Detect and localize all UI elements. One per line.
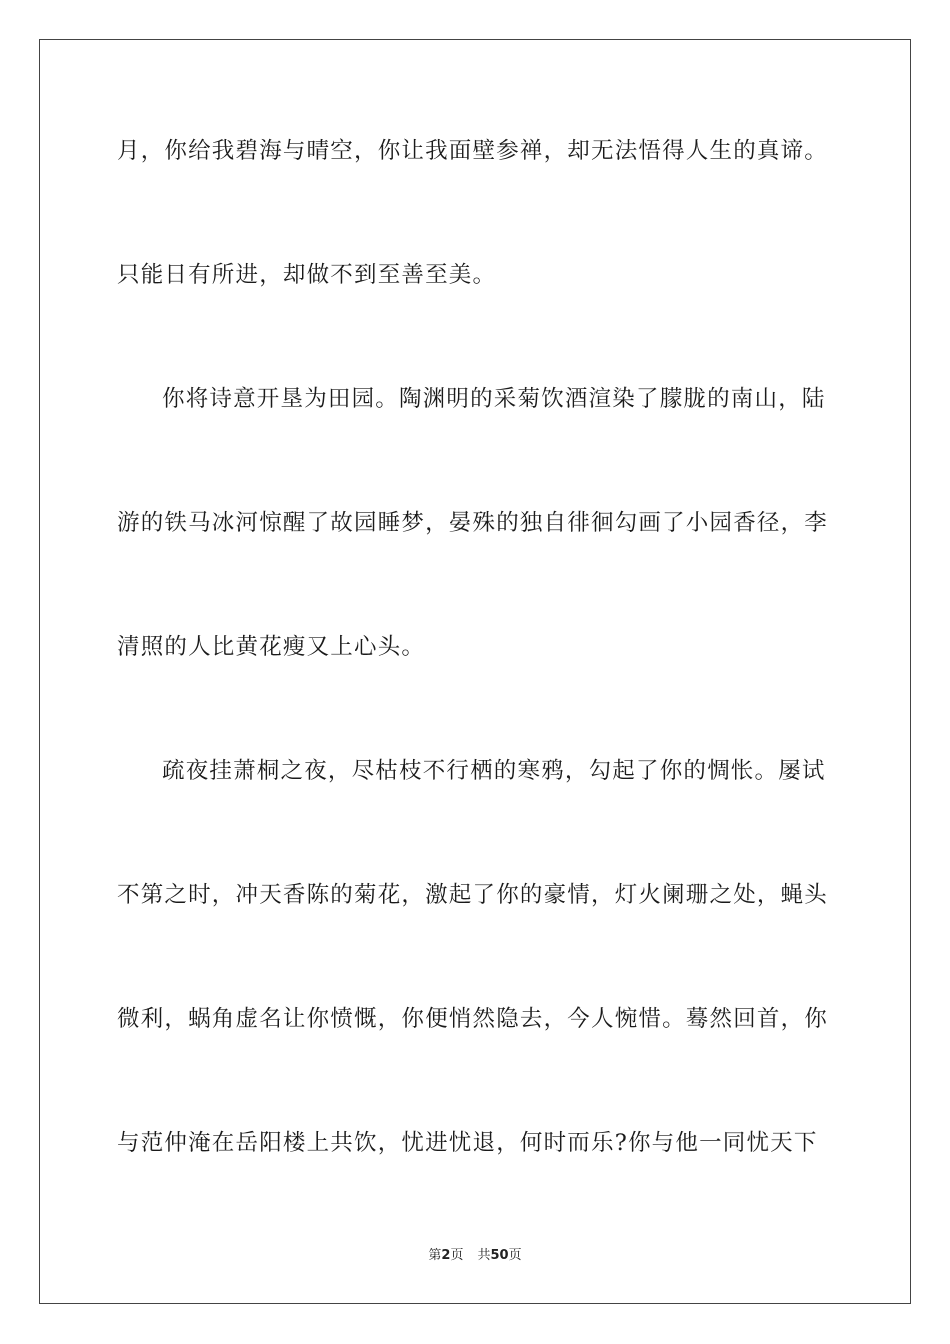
text-line-7: 不第之时，冲天香陈的菊花，激起了你的豪情，灯火阑珊之处，蝇头	[117, 882, 829, 908]
text-line-1: 月，你给我碧海与晴空，你让我面壁参禅，却无法悟得人生的真谛。	[117, 138, 829, 164]
text-line-5: 清照的人比黄花瘦又上心头。	[117, 634, 426, 660]
footer-page-prefix: 第	[428, 1248, 442, 1263]
text-line-3: 你将诗意开垦为田园。陶渊明的采菊饮酒渲染了朦胧的南山，陆	[162, 386, 826, 412]
page-border	[39, 39, 911, 1304]
page-footer	[0, 1247, 950, 1265]
footer-total-suffix: 页	[508, 1248, 522, 1263]
text-line-9: 与范仲淹在岳阳楼上共饮，忧进忧退，何时而乐?你与他一同忧天下	[117, 1130, 818, 1156]
text-line-2: 只能日有所进，却做不到至善至美。	[117, 262, 497, 288]
text-line-4: 游的铁马冰河惊醒了故园睡梦，晏殊的独自徘徊勾画了小园香径，李	[117, 510, 829, 536]
text-line-6: 疏夜挂萧桐之夜，尽枯枝不行栖的寒鸦，勾起了你的惆怅。屡试	[162, 758, 826, 784]
footer-page-suffix: 页	[450, 1248, 464, 1263]
footer-page-number: 2	[441, 1248, 451, 1263]
text-line-8: 微利，蜗角虚名让你愤慨，你便悄然隐去，今人惋惜。蓦然回首，你	[117, 1006, 829, 1032]
footer-total-prefix: 共	[477, 1248, 491, 1263]
footer-total-pages: 50	[490, 1248, 509, 1263]
